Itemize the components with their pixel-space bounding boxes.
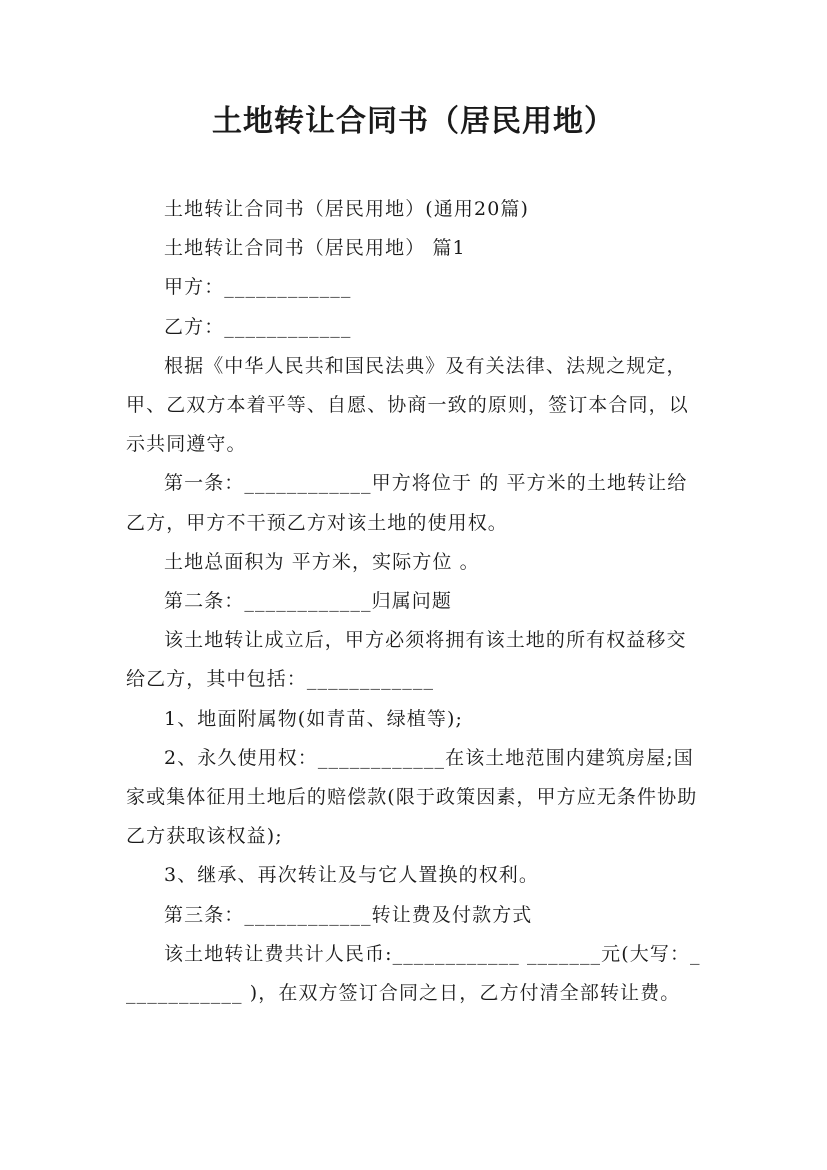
paragraph-rights-transfer: 该土地转让成立后，甲方必须将拥有该土地的所有权益移交给乙方，其中包括：____________: [126, 629, 687, 691]
document-title: 土地转让合同书（居民用地）: [212, 104, 615, 139]
list-item-1: 1、地面附属物(如青苗、绿植等);: [164, 707, 464, 730]
party-a-line: 甲方：____________: [164, 276, 352, 299]
clause-one: 第一条：____________甲方将位于 的 平方米的土地转让给乙方，甲方不干预乙方对该土地的使用权。: [126, 472, 688, 534]
paragraph-article-heading: 土地转让合同书（居民用地） 篇1: [164, 237, 466, 260]
paragraph-subtitle: 土地转让合同书（居民用地）(通用20篇): [164, 198, 530, 220]
paragraph-preamble: 根据《中华人民共和国民法典》及有关法律、法规之规定，甲、乙双方本着平等、自愿、协商一致的原则，签订本合同，以示共同遵守。: [126, 354, 689, 456]
list-item-3: 3、继承、再次转让及与它人置换的权利。: [164, 864, 539, 887]
party-b-line: 乙方：____________: [164, 315, 352, 338]
clause-two: 第二条：____________归属问题: [164, 590, 453, 613]
clause-three: 第三条：____________转让费及付款方式: [164, 903, 533, 926]
document-body: [126, 190, 706, 1013]
paragraph-payment: 该土地转让费共计人民币:____________ _______元(大写：____________ )，在双方签订合同之日，乙方付清全部转让费。: [126, 942, 701, 1005]
paragraph-land-area: 土地总面积为 平方米，实际方位 。: [164, 550, 480, 573]
list-item-2: 2、永久使用权：____________在该土地范围内建筑房屋;国家或集体征用土地后的赔偿款(限于政策因素，甲方应无条件协助乙方获取该权益);: [126, 746, 698, 848]
